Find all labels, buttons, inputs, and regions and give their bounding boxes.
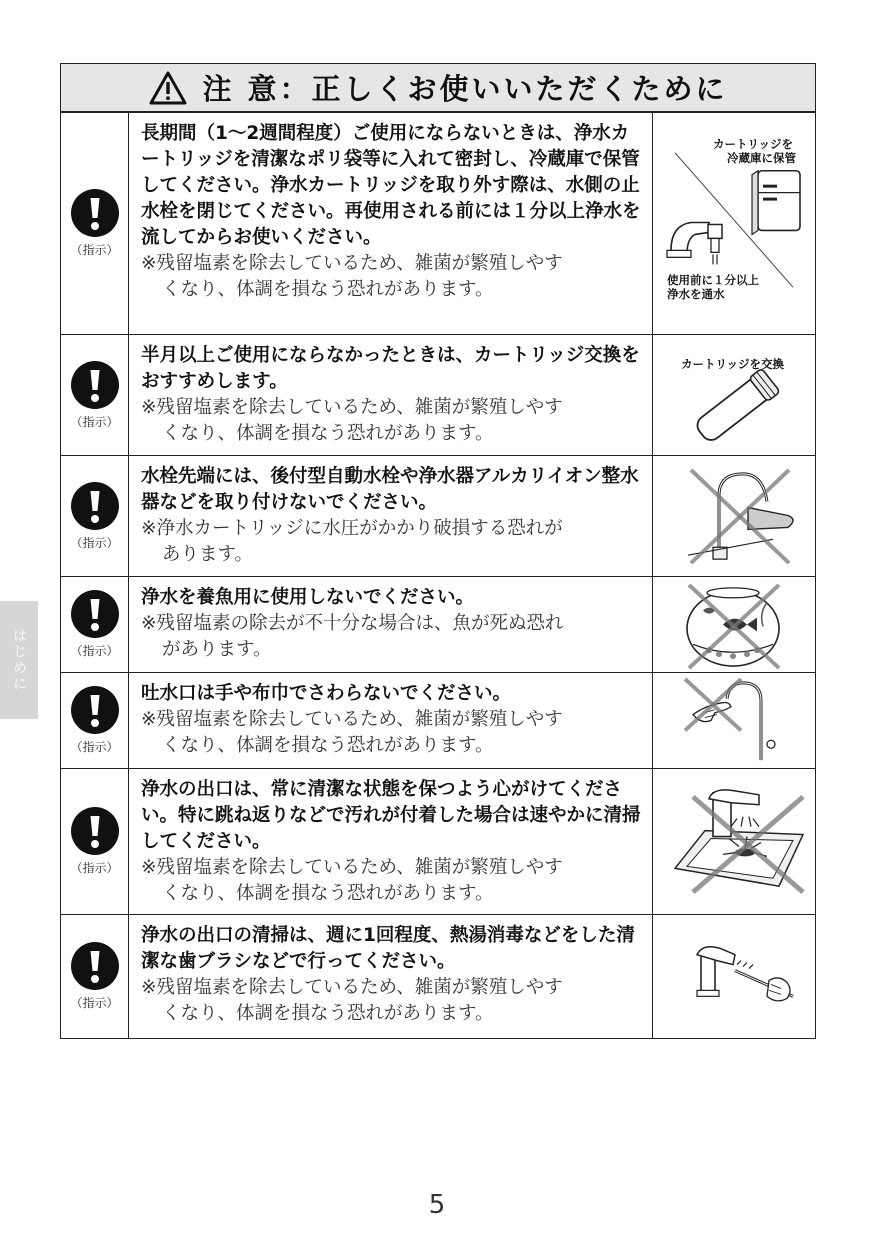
exclamation-mark-icon: [71, 482, 119, 530]
pic-label: カートリッジを交換: [681, 357, 785, 371]
pic-label: 使用前に１分以上: [667, 273, 759, 287]
caution-main-text: 長期間（1～2週間程度）ご使用にならないときは、浄水カートリッジを清潔なポリ袋等に入れて密封し、冷蔵庫で保管してください。浄水カートリッジを取り外す際は、水側の止水栓を閉じてください。再使用される前には１分以上浄水を流してからお使いください。: [141, 123, 641, 248]
instruction-label: （指示）: [70, 861, 119, 875]
faucet-icon: [667, 223, 722, 265]
exclamation-mark-icon: [71, 942, 119, 990]
exclamation-mark-icon: [71, 361, 119, 409]
caution-main-text: 半月以上ご使用にならなかったときは、カートリッジ交換をおすすめします。: [141, 345, 640, 392]
caution-note: [141, 516, 642, 568]
section-side-tab: [0, 601, 38, 719]
exclamation-mark-icon: [71, 189, 119, 237]
fish-bowl-prohibited-illustration: [653, 577, 814, 672]
section-side-tab-label: はじめに: [11, 628, 27, 692]
pic-label: 冷蔵庫に保管: [727, 151, 796, 165]
note-continuation: があります。: [162, 639, 272, 660]
instruction-mark: [61, 335, 129, 455]
hand-touch-spout-prohibited-illustration: [653, 673, 814, 768]
refrigerator-icon: [752, 171, 800, 235]
faucet-toothbrush-icon: [697, 947, 793, 1001]
caution-text: [129, 456, 653, 576]
caution-main-text: 浄水の出口の清掃は、週に1回程度、熱湯消毒などをした清潔な歯ブラシなどで行ってください。: [141, 925, 635, 972]
note-first-line: ※浄水カートリッジに水圧がかかり破損する恐れが: [141, 518, 563, 539]
caution-main-text: 水栓先端には、後付型自動水栓や浄水器アルカリイオン整水器などを取り付けないでください。: [141, 466, 639, 513]
caution-note: [141, 855, 642, 907]
instruction-label: （指示）: [70, 740, 119, 754]
caution-row: [61, 576, 815, 672]
caution-text: [129, 577, 653, 672]
caution-text: [129, 915, 653, 1038]
note-first-line: ※残留塩素を除去しているため、雑菌が繁殖しやす: [141, 977, 563, 998]
instruction-label: （指示）: [70, 535, 119, 550]
caution-note: [141, 707, 642, 759]
instruction-label: （指示）: [70, 243, 119, 257]
caution-text: [129, 673, 653, 768]
note-continuation: くなり、体調を損なう恐れがあります。: [162, 1003, 494, 1024]
instruction-mark: [61, 456, 129, 576]
caution-row: [61, 112, 815, 334]
caution-row: [61, 768, 815, 914]
note-continuation: くなり、体調を損なう恐れがあります。: [162, 423, 494, 444]
pic-label: カートリッジを: [713, 137, 794, 151]
exclamation-mark-icon: [71, 686, 119, 734]
caution-main-text: 吐水口は手や布巾でさわらないでください。: [141, 683, 512, 704]
caution-row: [61, 914, 815, 1038]
toothbrush-cleaning-illustration: [653, 915, 814, 1038]
note-first-line: ※残留塩素を除去しているため、雑菌が繁殖しやす: [141, 253, 563, 274]
note-continuation: くなり、体調を損なう恐れがあります。: [162, 735, 494, 756]
cartridge-replace-illustration: [653, 335, 814, 455]
pic-label: 浄水を通水: [667, 287, 725, 301]
caution-text: [129, 113, 653, 334]
caution-note: [141, 395, 642, 447]
instruction-mark: [61, 673, 129, 768]
warning-triangle-icon: [148, 70, 188, 106]
faucet-attachment-prohibited-illustration: [653, 456, 814, 576]
instruction-mark: [61, 769, 129, 914]
page-number: 5: [428, 1190, 446, 1220]
caution-text: [129, 769, 653, 914]
instruction-label: （指示）: [70, 644, 119, 658]
note-first-line: ※残留塩素の除去が不十分な場合は、魚が死ぬ恐れ: [141, 613, 564, 634]
instruction-label: （指示）: [70, 414, 119, 429]
note-continuation: くなり、体調を損なう恐れがあります。: [162, 279, 494, 300]
splash-dirty-spout-illustration: [653, 769, 814, 914]
note-continuation: あります。: [162, 544, 254, 565]
instruction-mark: [61, 577, 129, 672]
caution-text: [129, 335, 653, 455]
cartridge-icon: [692, 368, 780, 445]
caution-main-text: 浄水の出口は、常に清潔な状態を保つよう心がけてください。特に跳ね返りなどで汚れが付着した場合は速やかに清掃してください。: [141, 779, 641, 852]
note-first-line: ※残留塩素を除去しているため、雑菌が繁殖しやす: [141, 709, 563, 730]
exclamation-mark-icon: [71, 807, 119, 855]
caution-title: 注 意：正しくお使いいただくために: [202, 72, 728, 106]
exclamation-mark-icon: [71, 590, 119, 638]
caution-note: [141, 251, 642, 303]
refrigerator-faucet-illustration: [653, 113, 814, 334]
instruction-label: （指示）: [70, 996, 119, 1010]
caution-row: [61, 672, 815, 768]
caution-row: [61, 334, 815, 455]
caution-row: [61, 455, 815, 576]
instruction-mark: [61, 113, 129, 334]
caution-note: [141, 975, 642, 1027]
note-first-line: ※残留塩素を除去しているため、雑菌が繁殖しやす: [141, 397, 563, 418]
note-continuation: くなり、体調を損なう恐れがあります。: [162, 883, 494, 904]
caution-note: [141, 611, 642, 663]
note-first-line: ※残留塩素を除去しているため、雑菌が繁殖しやす: [141, 857, 563, 878]
instruction-mark: [61, 915, 129, 1038]
caution-main-text: 浄水を養魚用に使用しないでください。: [141, 587, 475, 608]
caution-header: [61, 64, 815, 112]
caution-table: [60, 63, 816, 1039]
